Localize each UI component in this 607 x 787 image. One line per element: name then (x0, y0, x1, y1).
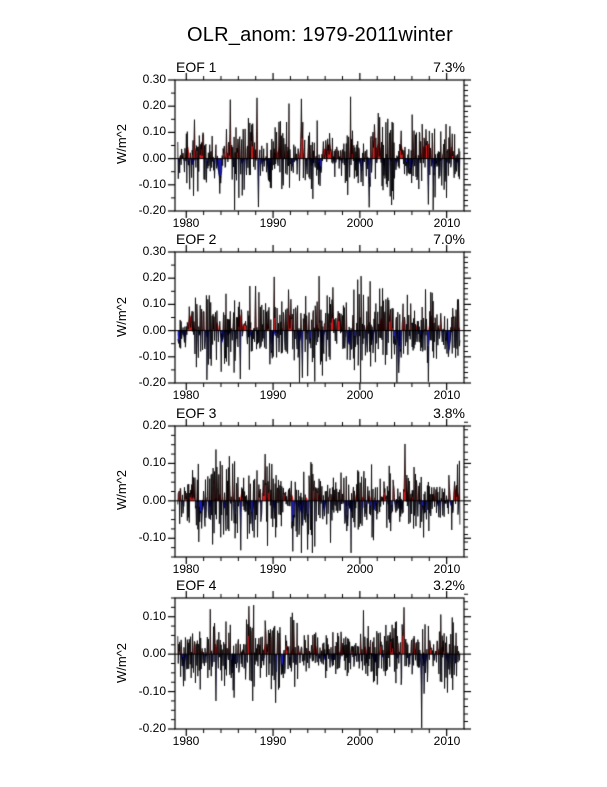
x-tick-label: 1990 (259, 562, 287, 576)
x-tick-label: 2010 (433, 388, 461, 402)
panel2-eof-label: EOF 2 (176, 231, 217, 247)
y-tick-label: -0.10 (138, 530, 166, 544)
y-tick-label: 0.20 (142, 98, 166, 112)
y-tick-label: -0.20 (138, 375, 166, 389)
panel3-eof-label: EOF 3 (176, 405, 217, 421)
figure-title: OLR_anom: 1979-2011winter (187, 24, 453, 46)
y-tick-label: 0.20 (142, 418, 166, 432)
y-tick-label: -0.10 (138, 684, 166, 698)
panel3-variance-label: 3.8% (433, 405, 465, 421)
x-tick-label: 2010 (433, 216, 461, 230)
y-tick-label: 0.30 (142, 72, 166, 86)
x-tick-label: 1990 (259, 388, 287, 402)
x-tick-label: 2000 (346, 216, 374, 230)
panel4-y-axis-label: W/m^2 (114, 642, 129, 684)
panel4-variance-label: 3.2% (433, 577, 465, 593)
y-tick-label: 0.10 (142, 296, 166, 310)
panel3-y-axis-label: W/m^2 (114, 469, 129, 511)
y-tick-label: -0.20 (138, 203, 166, 217)
y-tick-label: 0.30 (142, 244, 166, 258)
y-tick-label: 0.00 (142, 323, 166, 337)
y-tick-label: 0.00 (142, 646, 166, 660)
panel2-variance-label: 7.0% (433, 231, 465, 247)
y-tick-label: 0.10 (142, 124, 166, 138)
x-tick-label: 2000 (346, 734, 374, 748)
y-tick-label: 0.00 (142, 493, 166, 507)
x-tick-label: 1980 (172, 216, 200, 230)
y-tick-label: -0.20 (138, 721, 166, 735)
x-tick-label: 1990 (259, 734, 287, 748)
y-tick-label: -0.10 (138, 349, 166, 363)
y-tick-label: 0.10 (142, 609, 166, 623)
panel1-variance-label: 7.3% (433, 59, 465, 75)
x-tick-label: 2010 (433, 562, 461, 576)
y-tick-label: -0.10 (138, 177, 166, 191)
panel1-eof-label: EOF 1 (176, 59, 217, 75)
x-tick-label: 2000 (346, 562, 374, 576)
x-tick-label: 1980 (172, 734, 200, 748)
panel1-y-axis-label: W/m^2 (114, 123, 129, 165)
x-tick-label: 2000 (346, 388, 374, 402)
y-tick-label: 0.00 (142, 151, 166, 165)
y-tick-label: 0.20 (142, 270, 166, 284)
y-tick-label: 0.10 (142, 455, 166, 469)
panel2-y-axis-label: W/m^2 (114, 296, 129, 338)
x-tick-label: 1980 (172, 562, 200, 576)
panel4-eof-label: EOF 4 (176, 577, 217, 593)
x-tick-label: 1980 (172, 388, 200, 402)
x-tick-label: 1990 (259, 216, 287, 230)
x-tick-label: 2010 (433, 734, 461, 748)
